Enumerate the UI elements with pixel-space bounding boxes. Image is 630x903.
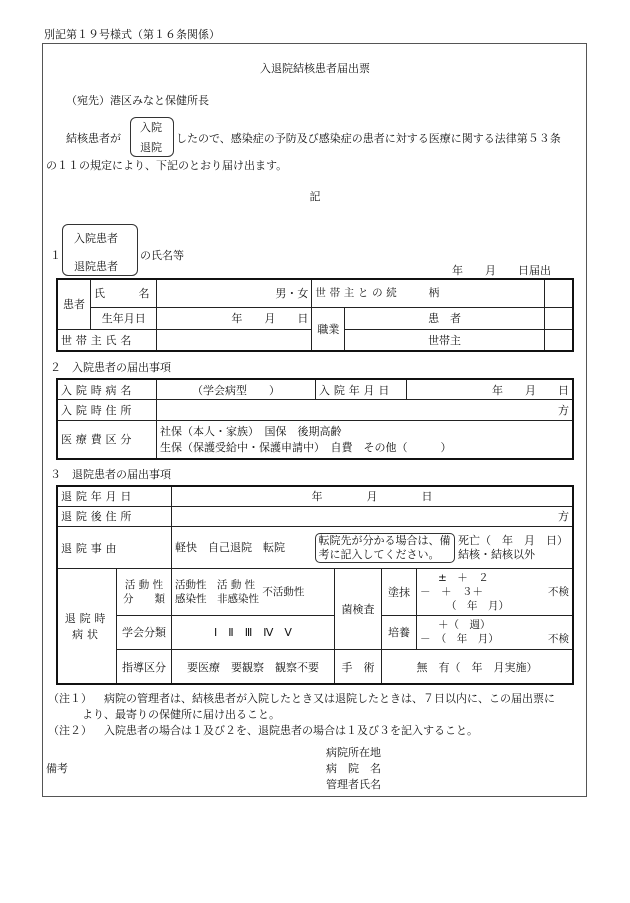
occupation-label: 職業 bbox=[312, 307, 345, 351]
culture-not-tested: 不検 bbox=[548, 633, 569, 646]
transfer-note-line1: 転院先が分かる場合は、備 bbox=[318, 533, 451, 547]
activity-label bbox=[117, 569, 172, 615]
occupation-householder-field[interactable] bbox=[544, 329, 573, 351]
note1-text: 病院の管理者は、結核患者が入院したとき又は退院したときは、７日以内に、この届出票に bbox=[104, 692, 555, 705]
intro-option-admit: 入院 bbox=[140, 121, 162, 134]
admit-disease-field[interactable]: （学会病型 ） bbox=[157, 379, 316, 400]
manager-name-label: 管理者氏名 bbox=[326, 778, 381, 791]
guidance-label: 指導区分 bbox=[117, 650, 172, 684]
admit-disease-label: 入院時病名 bbox=[57, 379, 157, 400]
activity-values-1: 活動性 活 動 性 bbox=[175, 579, 256, 592]
admission-table bbox=[56, 378, 574, 460]
cost-line-1: 社保（本人・家族） 国保 後期高齢 bbox=[160, 425, 342, 439]
cost-category-field[interactable] bbox=[157, 420, 574, 459]
form-title: 入退院結核患者届出票 bbox=[260, 62, 370, 75]
note1-label: （注１） bbox=[48, 692, 92, 705]
discharge-reason-field[interactable] bbox=[172, 526, 574, 568]
discharge-reason-label: 退院事由 bbox=[57, 526, 172, 568]
admit-date-field[interactable]: 年 月 日 bbox=[407, 379, 574, 400]
culture-negative: － bbox=[420, 633, 431, 646]
smear-date: （ 年 月） bbox=[446, 600, 509, 613]
smear-not-tested: 不検 bbox=[548, 586, 569, 599]
intro-option-discharge: 退院 bbox=[140, 141, 162, 154]
activity-values-2: 感染性 非感染性 bbox=[175, 593, 259, 606]
activity-field[interactable] bbox=[172, 569, 335, 615]
class-label: 学会分類 bbox=[117, 615, 172, 649]
section3-title: ３ 退院患者の届出事項 bbox=[50, 468, 171, 481]
culture-values-1: ＋（ 週） bbox=[438, 619, 491, 632]
note2-label: （注２） bbox=[48, 724, 92, 737]
discharge-date-field[interactable]: 年 月 日 bbox=[172, 486, 574, 506]
culture-date: （ 年 月） bbox=[441, 633, 499, 646]
death-cause: 結核・結核以外 bbox=[458, 547, 535, 561]
note1-text-cont: より、最寄りの保健所に届け出ること。 bbox=[82, 708, 280, 721]
section1-number: １ bbox=[50, 249, 61, 262]
death-date: 死亡（ 年 月 日） bbox=[458, 533, 568, 547]
reason-options: 軽快 自己退院 転院 bbox=[175, 540, 285, 554]
occupation-householder-label: 世帯主 bbox=[345, 329, 544, 351]
householder-name-label: 世帯主氏名 bbox=[57, 329, 157, 351]
hospital-address-label: 病院所在地 bbox=[326, 746, 381, 759]
section2-title: ２ 入院患者の届出事項 bbox=[50, 361, 171, 374]
activity-inactive: 不活動性 bbox=[262, 586, 305, 599]
intro-line2: の１１の規定により、下記のとおり届け出ます。 bbox=[46, 159, 288, 172]
birth-field[interactable]: 年 月 日 bbox=[157, 307, 312, 329]
activity-label-line2: 分 類 bbox=[123, 593, 165, 606]
occupation-patient-label: 患 者 bbox=[345, 307, 544, 329]
bacteria-label: 菌検査 bbox=[335, 569, 382, 650]
admit-address-label: 入院時住所 bbox=[57, 400, 157, 421]
admit-address-field[interactable]: 方 bbox=[157, 400, 574, 421]
after-address-field[interactable]: 方 bbox=[172, 506, 574, 526]
name-label: 氏 名 bbox=[91, 279, 157, 307]
surgery-field[interactable]: 無 有（ 年 月実施） bbox=[382, 650, 574, 684]
surgery-label: 手 術 bbox=[335, 650, 382, 684]
culture-field[interactable] bbox=[417, 615, 574, 649]
admit-date-label: 入院年月日 bbox=[316, 379, 407, 400]
transfer-note bbox=[315, 533, 455, 563]
addressee: （宛先）港区みなと保健所長 bbox=[66, 94, 209, 107]
section1-option-admit: 入院患者 bbox=[74, 232, 118, 245]
smear-label: 塗抹 bbox=[382, 569, 417, 615]
cost-line-2: 生保（保護受給中・保護申請中） 自費 その他（ ） bbox=[160, 441, 452, 455]
transfer-note-line2: 考に記入してください。 bbox=[318, 547, 440, 561]
guidance-field[interactable]: 要医療 要観察 観察不要 bbox=[172, 650, 335, 684]
householder-relation-label: 世帯主との続 柄 bbox=[312, 279, 544, 307]
patient-table bbox=[56, 278, 574, 352]
class-field[interactable]: Ⅰ Ⅱ Ⅲ Ⅳ Ⅴ bbox=[172, 615, 335, 649]
smear-field[interactable] bbox=[417, 569, 574, 615]
condition-label: 退院時病状 bbox=[57, 569, 117, 684]
householder-relation-field[interactable] bbox=[544, 279, 573, 307]
remarks-label: 備考 bbox=[46, 762, 68, 775]
notification-date: 年 月 日届出 bbox=[452, 264, 551, 277]
birth-label: 生年月日 bbox=[91, 307, 157, 329]
form-label: 別記第１９号様式（第１６条関係） bbox=[44, 28, 220, 41]
smear-values-2: － ＋ ３＋ bbox=[420, 586, 483, 599]
householder-name-field[interactable] bbox=[157, 329, 312, 351]
note2-text: 入院患者の場合は１及び２を、退院患者の場合は１及び３を記入すること。 bbox=[104, 724, 478, 737]
section1-suffix: の氏名等 bbox=[140, 249, 184, 262]
occupation-patient-field[interactable] bbox=[544, 307, 573, 329]
section1-option-discharge: 退院患者 bbox=[74, 260, 118, 273]
discharge-date-label: 退院年月日 bbox=[57, 486, 172, 506]
intro-suffix: したので、感染症の予防及び感染症の患者に対する医療に関する法律第５３条 bbox=[176, 132, 561, 145]
patient-label: 患者 bbox=[57, 279, 91, 329]
culture-label: 培養 bbox=[382, 615, 417, 649]
after-address-label: 退院後住所 bbox=[57, 506, 172, 526]
activity-label-line1: 活 動 性 bbox=[124, 579, 164, 592]
intro-prefix: 結核患者が bbox=[66, 132, 121, 145]
hospital-name-label: 病 院 名 bbox=[326, 762, 381, 775]
ki-heading: 記 bbox=[309, 190, 321, 203]
smear-values-1: ± ＋ ２ bbox=[438, 572, 489, 585]
discharge-table bbox=[56, 485, 574, 685]
death-info bbox=[458, 534, 568, 562]
cost-category-label: 医療費区分 bbox=[57, 420, 157, 459]
sex-field[interactable]: 男・女 bbox=[157, 279, 312, 307]
